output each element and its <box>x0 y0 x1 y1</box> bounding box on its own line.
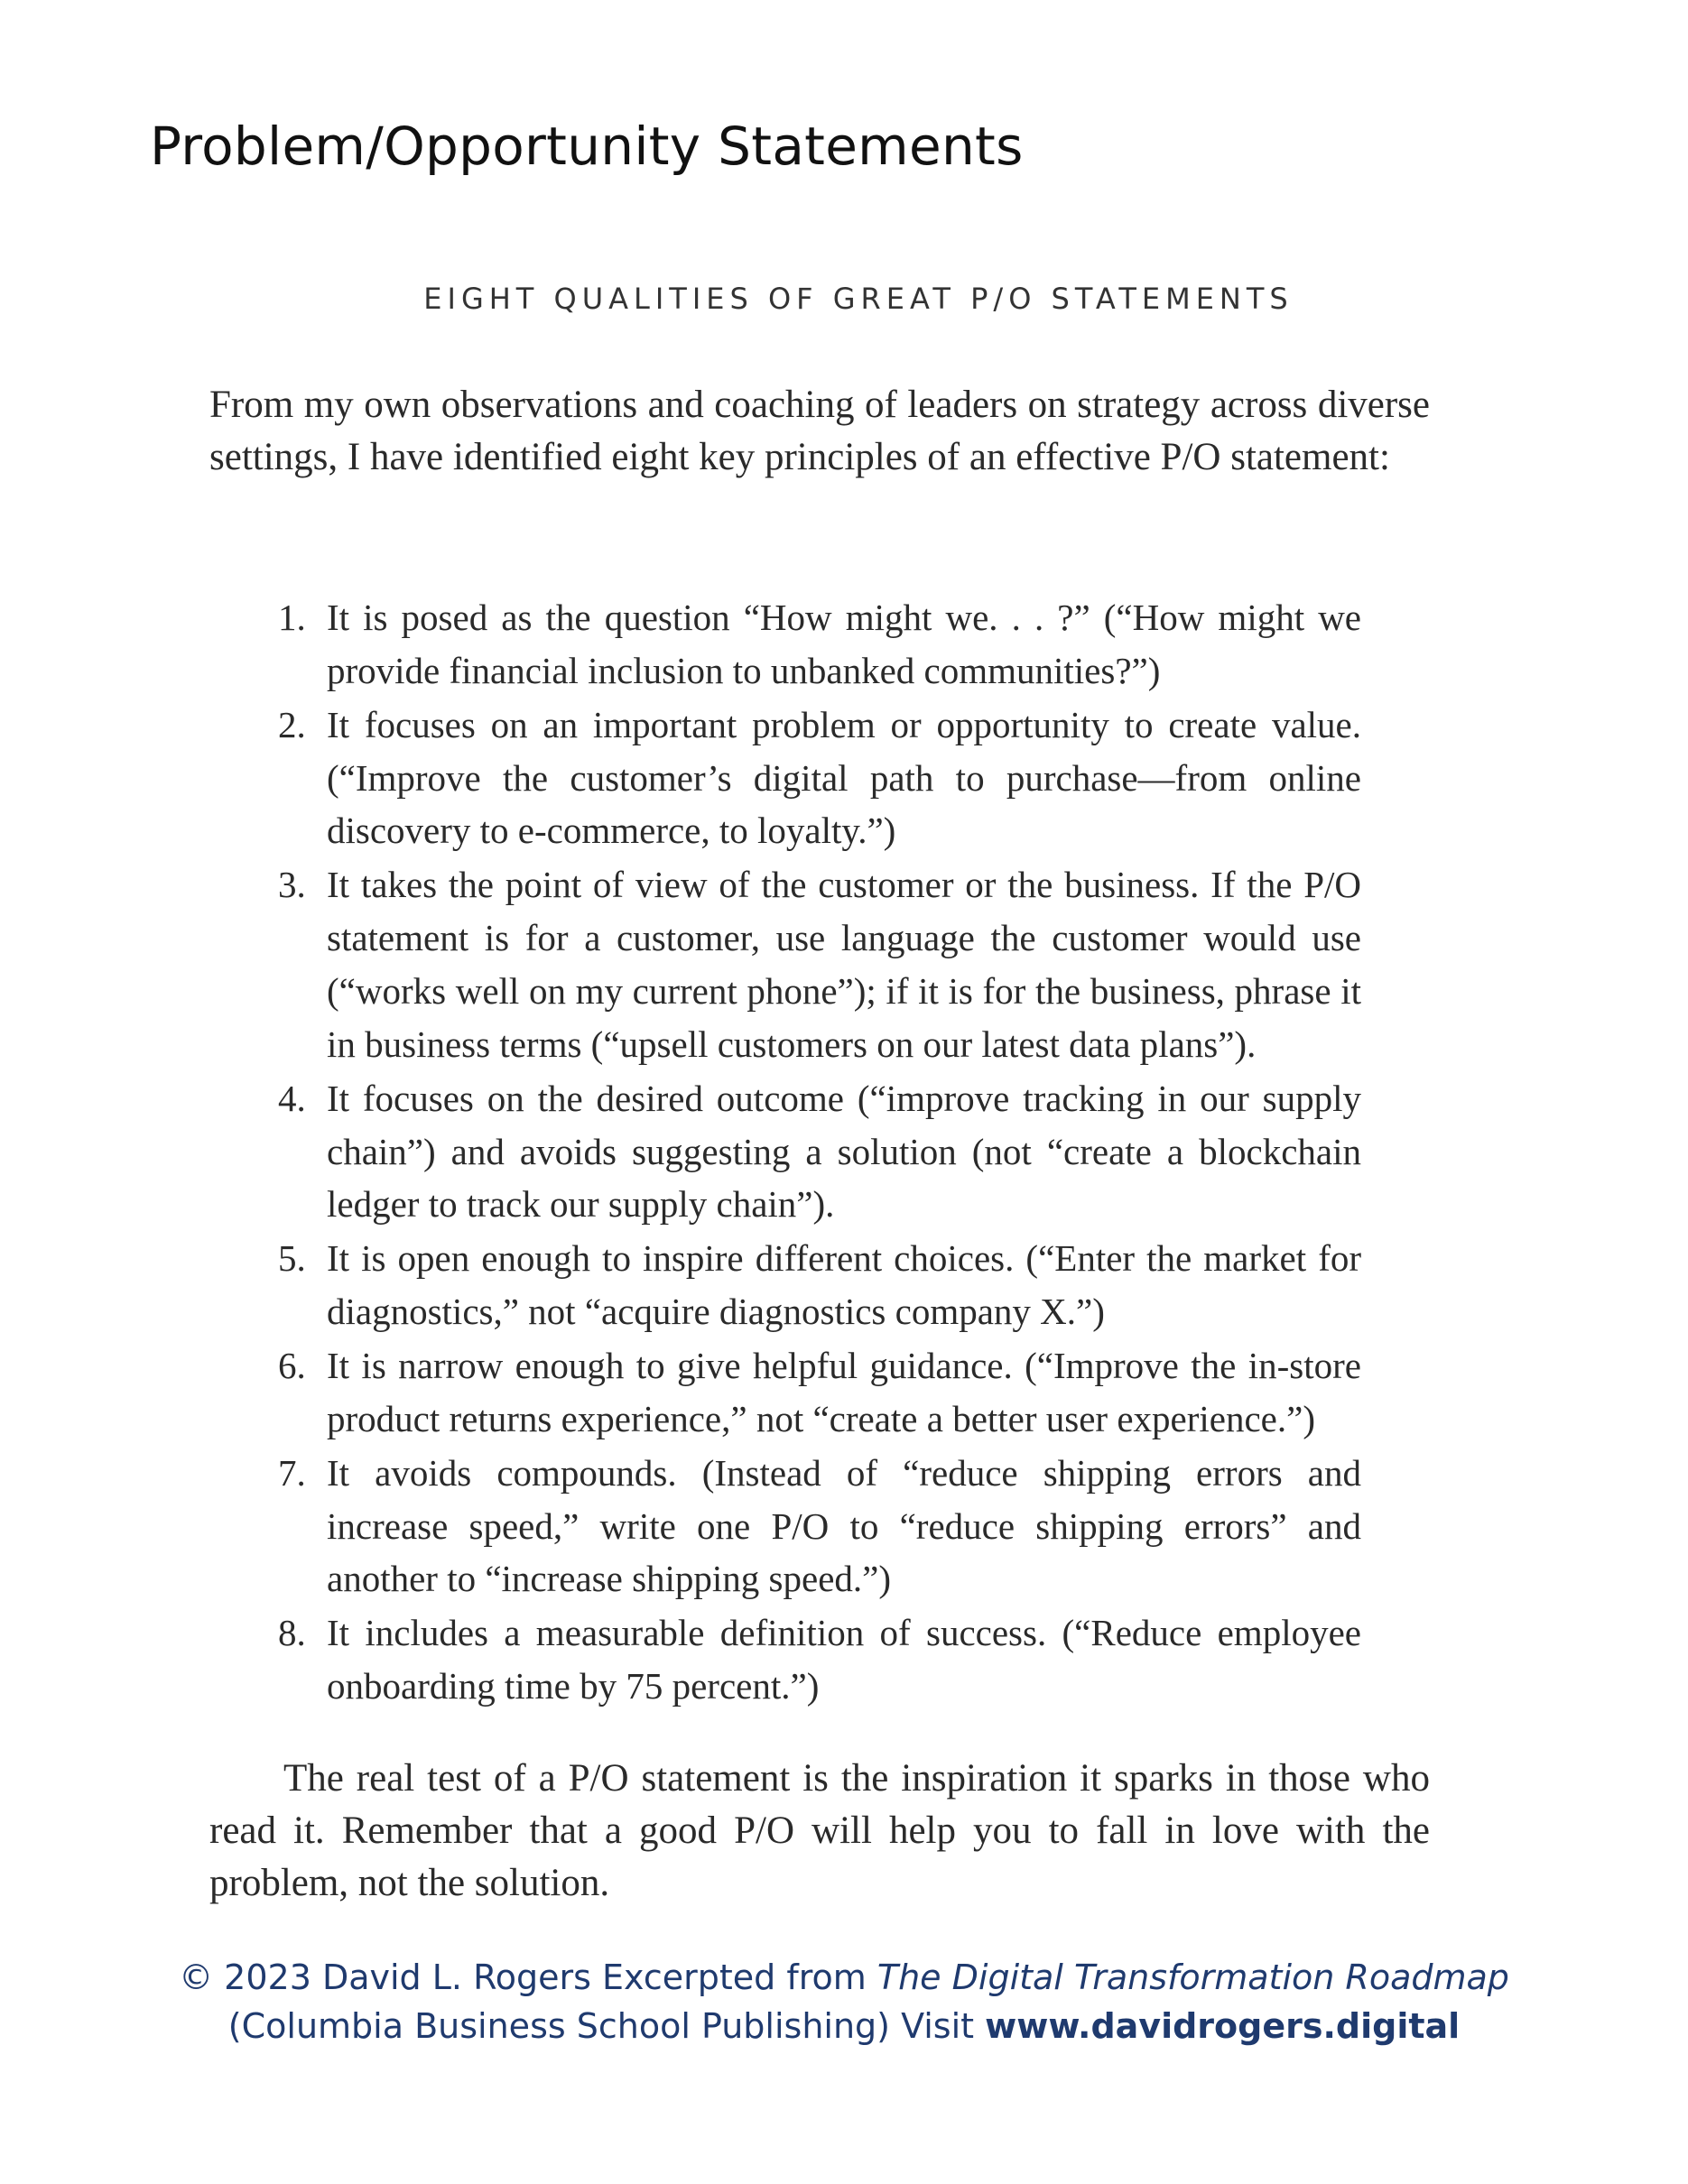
quality-item <box>278 1232 1361 1338</box>
quality-item <box>278 1447 1361 1606</box>
quality-number: 7. <box>278 1451 306 1494</box>
quality-text: It focuses on an important problem or opportunity to create value. (“Improve the customer’s digital path to purchase—from online discovery to e-commerce, to loyalty.”) <box>327 703 1361 852</box>
intro-paragraph: From my own observations and coaching of leaders on strategy across diverse settings, I have identified eight key principles of an effective P/O statement: <box>209 384 1430 478</box>
quality-item <box>278 1606 1361 1713</box>
footer-copyright: © 2023 David L. Rogers Excerpted from <box>179 1957 877 1997</box>
quality-text: It takes the point of view of the customer or the business. If the P/O statement is for a customer, use language the customer would use (“works well on my current phone”); if it is for the business, phrase it in business terms (“upsell customers on our latest data plans”). <box>327 864 1361 1065</box>
quality-item <box>278 1072 1361 1231</box>
footer-publisher: (Columbia Business School Publishing) Visit <box>227 2006 986 2046</box>
quality-text: It is open enough to inspire different choices. (“Enter the market for diagnostics,” not “acquire diagnostics company X.”) <box>327 1237 1361 1333</box>
footer-book-title: The Digital Transformation Roadmap <box>876 1957 1509 1997</box>
page-title: Problem/Opportunity Statements <box>150 116 1024 177</box>
closing-paragraph: The real test of a P/O statement is the inspiration it sparks in those who read it. Remember that a good P/O will help you to fall in love with the problem, not the solution. <box>209 1757 1430 1904</box>
quality-number: 5. <box>278 1237 306 1280</box>
quality-item <box>278 591 1361 698</box>
quality-text: It is posed as the question “How might we. . . ?” (“How might we provide financial inclusion to unbanked communities?”) <box>327 597 1361 691</box>
footer <box>0 1953 1688 2050</box>
quality-item <box>278 699 1361 857</box>
quality-text: It is narrow enough to give helpful guidance. (“Improve the in-store product returns experience,” not “create a better user experience.”) <box>327 1345 1361 1439</box>
section-heading: EIGHT QUALITIES OF GREAT P/O STATEMENTS <box>423 282 1294 316</box>
quality-number: 8. <box>278 1612 306 1654</box>
quality-number: 1. <box>278 597 306 638</box>
quality-text: It includes a measurable definition of success. (“Reduce employee onboarding time by 75 percent.”) <box>327 1612 1361 1707</box>
quality-number: 3. <box>278 864 306 906</box>
quality-text: It focuses on the desired outcome (“improve tracking in our supply chain”) and avoids suggesting a solution (not “create a blockchain ledger to track our supply chain”). <box>327 1077 1361 1226</box>
qualities-list <box>278 591 1361 1714</box>
quality-item <box>278 858 1361 1070</box>
footer-line-2 <box>0 2002 1688 2050</box>
quality-number: 6. <box>278 1345 306 1387</box>
quality-number: 4. <box>278 1077 306 1119</box>
footer-website-link[interactable]: www.davidrogers.digital <box>985 2006 1461 2046</box>
quality-item <box>278 1339 1361 1446</box>
quality-text: It avoids compounds. (Instead of “reduce shipping errors and increase speed,” write one P/O to “reduce shipping errors” and another to “increase shipping speed.”) <box>327 1451 1361 1600</box>
footer-line-1 <box>0 1953 1688 2002</box>
quality-number: 2. <box>278 703 306 745</box>
